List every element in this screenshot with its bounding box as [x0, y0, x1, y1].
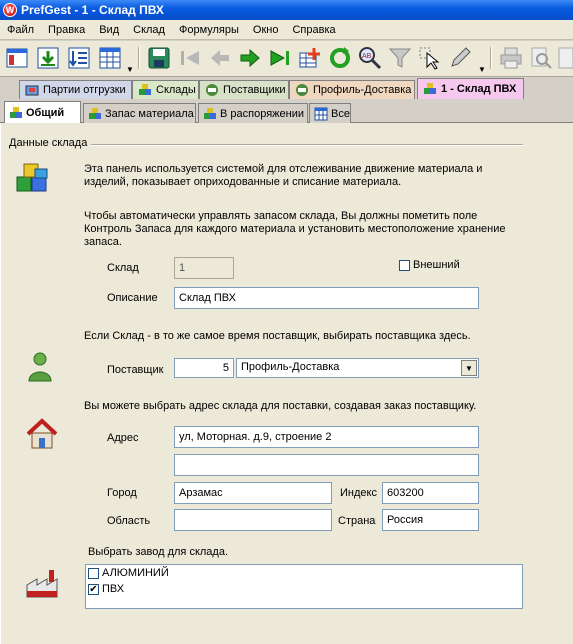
sort-list-button[interactable] — [66, 45, 92, 71]
grid-icon — [314, 107, 328, 121]
chevron-down-icon[interactable]: ▼ — [461, 360, 477, 376]
address-hint-text: Вы можете выбрать адрес склада для поставки, создавая заказ поставщику. — [84, 400, 477, 412]
last-record-icon — [267, 45, 293, 71]
supplier-hint-text: Если Склад - в то же самое время поставщик, выбирать поставщика здесь. — [84, 330, 471, 342]
page-icon — [556, 45, 573, 71]
last-record-button[interactable] — [267, 45, 293, 71]
chevron-down-icon[interactable]: ▼ — [478, 65, 486, 74]
filter-icon — [387, 45, 413, 71]
window-title: PrefGest - 1 - Склад ПВХ — [21, 3, 164, 17]
plant-list — [85, 564, 523, 609]
import-button[interactable] — [35, 45, 61, 71]
list-item[interactable]: ✔ ПВХ — [89, 583, 125, 595]
tab-shipments[interactable]: Партии отгрузки — [19, 80, 132, 99]
intro-text-1: Эта панель используется системой для отслеживание движение материала и изделий, показывает оприходованные и списание материала. — [84, 163, 483, 188]
section-divider — [91, 144, 523, 146]
tab-general[interactable]: Общий — [4, 101, 81, 124]
download-icon — [35, 45, 61, 71]
toolbar-separator — [490, 47, 492, 69]
person-icon — [27, 351, 53, 383]
first-record-icon — [177, 45, 203, 71]
external-checkbox-box[interactable] — [399, 260, 410, 271]
print-button[interactable] — [498, 45, 524, 71]
tab-current-warehouse[interactable]: 1 - Склад ПВХ — [417, 78, 524, 99]
toolbar — [0, 41, 573, 77]
menu-view[interactable]: Вид — [99, 23, 120, 36]
index-label: Индекс — [340, 487, 377, 499]
add-grid-icon — [297, 45, 323, 71]
list-item[interactable]: АЛЮМИНИЙ — [86, 565, 522, 581]
address-label: Адрес — [107, 432, 139, 444]
menu-warehouse[interactable]: Склад — [133, 23, 165, 36]
arrow-right-icon — [237, 45, 263, 71]
grid-view-button[interactable] — [97, 45, 123, 71]
grid-icon — [97, 45, 123, 71]
boxes-icon — [203, 107, 217, 121]
warehouse-id-field — [174, 257, 234, 279]
filter-button[interactable] — [387, 45, 413, 71]
tab-warehouses[interactable]: Склады — [132, 80, 199, 99]
sub-tabs — [0, 101, 573, 123]
shipment-icon — [25, 83, 39, 97]
country-field[interactable] — [382, 509, 479, 531]
supplier-code-field[interactable] — [174, 358, 234, 378]
menu-forms[interactable]: Формуляры — [178, 23, 239, 36]
app-icon: W — [3, 3, 17, 17]
next-record-button[interactable] — [237, 45, 263, 71]
menu-bar — [0, 20, 573, 40]
boxes-icon — [9, 106, 23, 120]
select-button[interactable] — [417, 45, 443, 71]
sort-list-icon — [66, 45, 92, 71]
svg-text:AB: AB — [362, 53, 372, 60]
country-label: Страна — [338, 515, 376, 527]
boxes-icon — [423, 82, 437, 96]
document-tabs — [0, 78, 573, 99]
plant-checkbox-aluminium[interactable] — [88, 568, 99, 579]
pencil-icon — [447, 45, 473, 71]
index-field[interactable] — [382, 482, 479, 504]
window-icon — [4, 45, 30, 71]
warehouse-boxes-icon — [15, 163, 51, 197]
region-label: Область — [107, 515, 151, 527]
plant-hint-text: Выбрать завод для склада. — [88, 546, 229, 558]
first-record-button[interactable] — [177, 45, 203, 71]
menu-edit[interactable]: Правка — [48, 23, 86, 36]
pointer-icon — [417, 45, 443, 71]
warehouse-label: Склад — [107, 262, 139, 274]
chevron-down-icon[interactable]: ▼ — [126, 65, 134, 74]
refresh-button[interactable] — [327, 45, 353, 71]
tab-supplier-profile[interactable]: Профиль-Доставка — [289, 80, 415, 99]
description-field[interactable] — [174, 287, 479, 309]
house-icon — [25, 417, 59, 451]
boxes-icon — [138, 83, 152, 97]
menu-help[interactable]: Справка — [292, 23, 336, 36]
search-button[interactable] — [357, 45, 383, 71]
print-preview-button[interactable] — [528, 45, 554, 71]
tab-suppliers[interactable]: Поставщики — [199, 80, 289, 99]
refresh-icon — [327, 45, 353, 71]
plant-checkbox-pvc[interactable]: ✔ — [89, 583, 98, 595]
boxes-icon — [88, 107, 102, 121]
tab-all[interactable]: Все — [309, 103, 351, 123]
address-line2-field[interactable] — [174, 454, 479, 476]
address-line1-field[interactable] — [174, 426, 479, 448]
city-label: Город — [107, 487, 137, 499]
description-label: Описание — [107, 292, 158, 304]
external-checkbox[interactable]: Внешний — [399, 259, 460, 271]
city-field[interactable] — [174, 482, 332, 504]
region-field[interactable] — [174, 509, 332, 531]
add-record-button[interactable] — [297, 45, 323, 71]
previous-record-button[interactable] — [207, 45, 233, 71]
arrow-left-icon — [207, 45, 233, 71]
save-icon — [146, 45, 172, 71]
edit-button[interactable] — [447, 45, 473, 71]
printer-icon — [498, 45, 524, 71]
magnifier-icon — [528, 45, 554, 71]
tab-material-stock[interactable]: Запас материала — [83, 103, 196, 123]
search-icon — [357, 45, 383, 71]
supplier-select[interactable]: Профиль-Доставка ▼ — [236, 358, 479, 378]
page-setup-button[interactable] — [556, 45, 573, 71]
menu-file[interactable]: Файл — [7, 23, 35, 36]
save-button[interactable] — [146, 45, 172, 71]
title-bar — [0, 0, 573, 20]
supplier-icon — [295, 83, 309, 97]
tab-available[interactable]: В распоряжении — [198, 103, 308, 123]
supplier-label: Поставщик — [107, 364, 164, 376]
intro-text-2: Чтобы автоматически управлять запасом склада, Вы должны пометить поле Контроль Запаса для каждого материала и установить местоположение хранение запаса. — [84, 210, 506, 248]
new-window-button[interactable] — [4, 45, 30, 71]
warehouse-panel — [0, 123, 573, 644]
supplier-icon — [205, 83, 219, 97]
menu-window[interactable]: Окно — [252, 23, 279, 36]
factory-icon — [25, 567, 61, 601]
toolbar-separator — [138, 47, 140, 69]
section-title: Данные склада — [9, 137, 88, 149]
